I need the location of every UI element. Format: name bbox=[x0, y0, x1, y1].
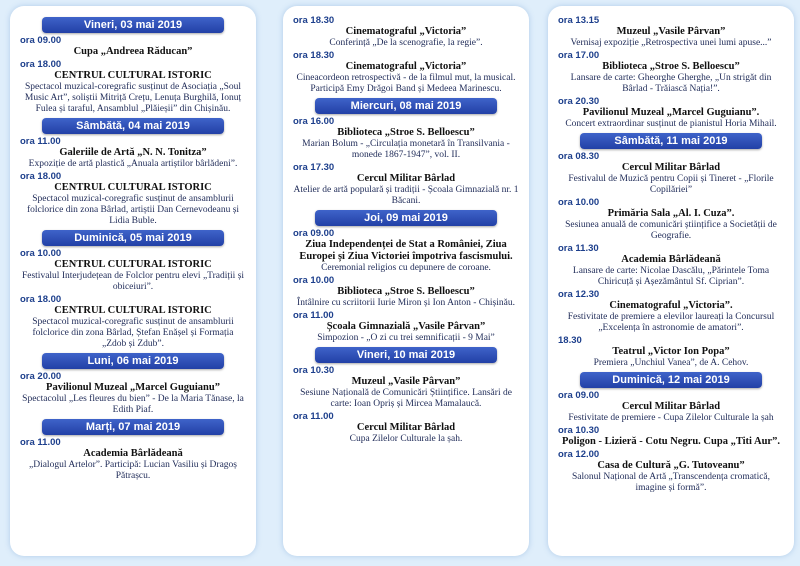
event-time: ora 18.00 bbox=[20, 59, 62, 70]
program-column-3 bbox=[548, 6, 794, 556]
event-venue: CENTRUL CULTURAL ISTORIC bbox=[54, 259, 212, 270]
event-entry bbox=[558, 96, 784, 130]
event-time: ora 10.30 bbox=[293, 365, 335, 376]
event-venue: Biblioteca „Stroe S. Belloescu” bbox=[602, 61, 740, 72]
event-time: ora 12.30 bbox=[558, 289, 600, 300]
event-venue: Teatrul „Victor Ion Popa” bbox=[612, 346, 730, 357]
day-header: Duminică, 05 mai 2019 bbox=[42, 230, 224, 246]
event-venue: Muzeul „Vasile Pârvan” bbox=[616, 26, 726, 37]
event-venue: CENTRUL CULTURAL ISTORIC bbox=[54, 305, 212, 316]
event-time: ora 20.30 bbox=[558, 96, 600, 107]
event-venue: Școala Gimnazială „Vasile Pârvan” bbox=[326, 321, 486, 332]
event-venue: Primăria Sala „Al. I. Cuza”. bbox=[607, 208, 735, 219]
event-description: Conferință „De la scenografie, la regie”. bbox=[329, 38, 483, 48]
day-header: Joi, 09 mai 2019 bbox=[315, 210, 497, 226]
event-venue: Cinematograful „Victoria”. bbox=[609, 300, 733, 311]
day-header: Sâmbătă, 11 mai 2019 bbox=[580, 133, 762, 149]
event-time: ora 11.00 bbox=[293, 310, 334, 321]
event-venue: Muzeul „Vasile Pârvan” bbox=[351, 376, 461, 387]
event-time: ora 18.00 bbox=[20, 171, 62, 182]
event-entry bbox=[20, 437, 246, 482]
day-header: Sâmbătă, 04 mai 2019 bbox=[42, 118, 224, 134]
event-description: Cineacordeon retrospectivă - de la filmul mut, la musical. Participă Emy Drăgoi Band și Medeea Marinescu. bbox=[296, 73, 516, 94]
day-header: Vineri, 03 mai 2019 bbox=[42, 17, 224, 33]
event-entry bbox=[293, 116, 519, 161]
event-description: Expoziție de artă plastică „Anuala artiștilor bârlădeni”. bbox=[28, 159, 238, 169]
event-venue: Cercul Militar Bârlad bbox=[621, 162, 721, 173]
day-header: Luni, 06 mai 2019 bbox=[42, 353, 224, 369]
event-time: ora 16.00 bbox=[293, 116, 335, 127]
event-venue: Galeriile de Artă „N. N. Tonitza” bbox=[59, 147, 207, 158]
event-description: Vernisaj expoziție „Retrospectiva unei lumi apuse...” bbox=[570, 38, 772, 48]
event-entry bbox=[293, 411, 519, 445]
event-entry bbox=[20, 248, 246, 293]
event-entry bbox=[558, 15, 784, 49]
event-description: Cupa Zilelor Culturale la șah. bbox=[349, 434, 463, 444]
event-description: Festivitate de premiere - Cupa Zilelor Culturale la șah bbox=[568, 413, 774, 423]
event-time: ora 10.30 bbox=[558, 425, 600, 436]
day-header: Marți, 07 mai 2019 bbox=[42, 419, 224, 435]
event-entry bbox=[558, 151, 784, 196]
event-description: Spectacol muzical-coregrafic susținut de Asociația „Soul Music Art”, soliștii Mitriță Crețu, Lenuța Burghilă, Ionuț Fulea și taraful, Ansamblul „Plăieșii” din Chișinău. bbox=[24, 82, 242, 114]
event-entry bbox=[20, 59, 246, 115]
event-description: Simpozion - „O zi cu trei semnificații - 9 Mai” bbox=[317, 333, 495, 343]
event-venue: Academia Bârlădeană bbox=[621, 254, 721, 265]
event-entry bbox=[558, 50, 784, 95]
event-entry bbox=[293, 365, 519, 410]
event-time: ora 20.00 bbox=[20, 371, 62, 382]
event-time: ora 18.30 bbox=[293, 50, 335, 61]
event-time: ora 09.00 bbox=[293, 228, 335, 239]
event-description: Salonul Național de Artă „Transcendența cromatică, imagine și formă”. bbox=[571, 472, 771, 493]
event-venue: CENTRUL CULTURAL ISTORIC bbox=[54, 182, 212, 193]
event-description: Premiera „Unchiul Vanea”, de A. Cehov. bbox=[593, 358, 749, 368]
event-entry bbox=[20, 371, 246, 416]
event-time: ora 11.00 bbox=[293, 411, 334, 422]
event-time: ora 12.00 bbox=[558, 449, 600, 460]
program-column-2 bbox=[283, 6, 529, 556]
event-time: ora 09.00 bbox=[558, 390, 600, 401]
event-entry bbox=[558, 197, 784, 242]
event-description: Sesiunea anuală de comunicări științifice a Societății de Geografie. bbox=[565, 220, 777, 241]
event-time: ora 08.30 bbox=[558, 151, 600, 162]
event-entry bbox=[20, 35, 246, 58]
event-entry bbox=[293, 162, 519, 207]
event-time: ora 13.15 bbox=[558, 15, 600, 26]
event-description: Concert extraordinar susținut de pianistul Horia Mihail. bbox=[565, 119, 777, 129]
event-description: Spectacolul „Les fleures du bien” - De la Maria Tănase, la Edith Piaf. bbox=[22, 394, 244, 415]
event-description: Atelier de artă populară și tradiții - Școala Gimnazială nr. 1 Băcani. bbox=[293, 185, 519, 206]
event-entry bbox=[558, 449, 784, 494]
event-entry bbox=[293, 228, 519, 274]
event-entry bbox=[293, 275, 519, 309]
event-description: Festivalul de Muzică pentru Copii și Tineret - „Florile Copilăriei” bbox=[568, 174, 774, 195]
event-time: ora 10.00 bbox=[558, 197, 600, 208]
event-description: Spectacol muzical-coregrafic susținut de ansamblurii folclorice din zona Bârlad, artiștii Dan Cernevodeanu și Lidia Buble. bbox=[26, 194, 240, 226]
event-time: ora 18.00 bbox=[20, 294, 62, 305]
event-time: ora 11.00 bbox=[20, 136, 61, 147]
event-time: ora 11.30 bbox=[558, 243, 599, 254]
event-venue: Cupa „Andreea Răducan” bbox=[73, 46, 193, 57]
event-venue: Cercul Militar Bârlad bbox=[356, 173, 456, 184]
event-description: „Dialogul Artelor”. Participă: Lucian Vasiliu și Dragoș Pătrașcu. bbox=[29, 460, 237, 481]
event-description: Marian Bolum - „Circulația monetară în Transilvania - monede 1867-1947”, vol. II. bbox=[302, 139, 510, 160]
event-entry bbox=[293, 15, 519, 49]
event-venue: Casa de Cultură „G. Tutoveanu” bbox=[597, 460, 745, 471]
event-venue: CENTRUL CULTURAL ISTORIC bbox=[54, 70, 212, 81]
event-entry bbox=[558, 425, 784, 448]
event-venue: Cercul Militar Bârlad bbox=[356, 422, 456, 433]
event-description: Lansare de carte: Gheorghe Gherghe, „Un strigăt din Bârlad - Trăiască Nația!”. bbox=[570, 73, 772, 94]
event-venue: Biblioteca „Stroe S. Belloescu” bbox=[337, 286, 475, 297]
event-description: Întâlnire cu scriitorii Iurie Miron și Ion Anton - Chișinău. bbox=[297, 298, 515, 308]
day-header: Duminică, 12 mai 2019 bbox=[580, 372, 762, 388]
event-time: ora 17.30 bbox=[293, 162, 335, 173]
event-entry bbox=[558, 335, 784, 369]
event-venue: Poligon - Lizieră - Cotu Negru. Cupa „Titi Aur”. bbox=[562, 436, 780, 447]
event-description: Spectacol muzical-coregrafic susținut de ansamblurii folclorice din zona Bârlad, Ștefan Enășel și Formația „Zdob și Zdub”. bbox=[32, 317, 234, 349]
event-entry bbox=[558, 289, 784, 334]
event-entry bbox=[558, 390, 784, 424]
event-time: ora 09.00 bbox=[20, 35, 62, 46]
event-entry bbox=[558, 243, 784, 288]
event-venue: Pavilionul Muzeal „Marcel Guguianu” bbox=[46, 382, 220, 393]
day-header: Miercuri, 08 mai 2019 bbox=[315, 98, 497, 114]
event-description: Festivalul Interjudețean de Folclor pentru elevi „Tradiții și obiceiuri”. bbox=[21, 271, 245, 292]
event-venue: Biblioteca „Stroe S. Belloescu” bbox=[337, 127, 475, 138]
event-venue: Cinematograful „Victoria” bbox=[345, 26, 467, 37]
event-time: ora 11.00 bbox=[20, 437, 61, 448]
event-entry bbox=[293, 50, 519, 95]
event-time: ora 10.00 bbox=[20, 248, 62, 259]
event-venue: Cinematograful „Victoria” bbox=[345, 61, 467, 72]
event-time: ora 18.30 bbox=[293, 15, 335, 26]
event-description: Festivitate de premiere a elevilor laureați la Concursul „Excelența în astronomie de amatori”. bbox=[567, 312, 775, 333]
event-description: Ceremonial religios cu depunere de coroane. bbox=[321, 263, 491, 273]
event-time: ora 17.00 bbox=[558, 50, 600, 61]
event-time: ora 10.00 bbox=[293, 275, 335, 286]
event-entry bbox=[20, 171, 246, 227]
event-entry bbox=[20, 136, 246, 170]
event-entry bbox=[20, 294, 246, 350]
event-venue: Pavilionul Muzeal „Marcel Guguianu”. bbox=[582, 107, 760, 118]
event-description: Lansare de carte: Nicolae Dascălu, „Părintele Toma Chiricuță și Așezământul Sf. Ciprian”. bbox=[572, 266, 770, 287]
event-venue: Cercul Militar Bârlad bbox=[621, 401, 721, 412]
event-description: Sesiune Națională de Comunicări Științifice. Lansări de carte: Ioan Opriș și Mircea Mamalaucă. bbox=[300, 388, 512, 409]
event-time: 18.30 bbox=[558, 335, 582, 346]
event-entry bbox=[293, 310, 519, 344]
program-column-1 bbox=[10, 6, 256, 556]
event-venue: Ziua Independenței de Stat a României, Ziua Europei și Ziua Victoriei împotriva fascismului. bbox=[299, 239, 513, 262]
event-venue: Academia Bârlădeană bbox=[83, 448, 183, 459]
day-header: Vineri, 10 mai 2019 bbox=[315, 347, 497, 363]
